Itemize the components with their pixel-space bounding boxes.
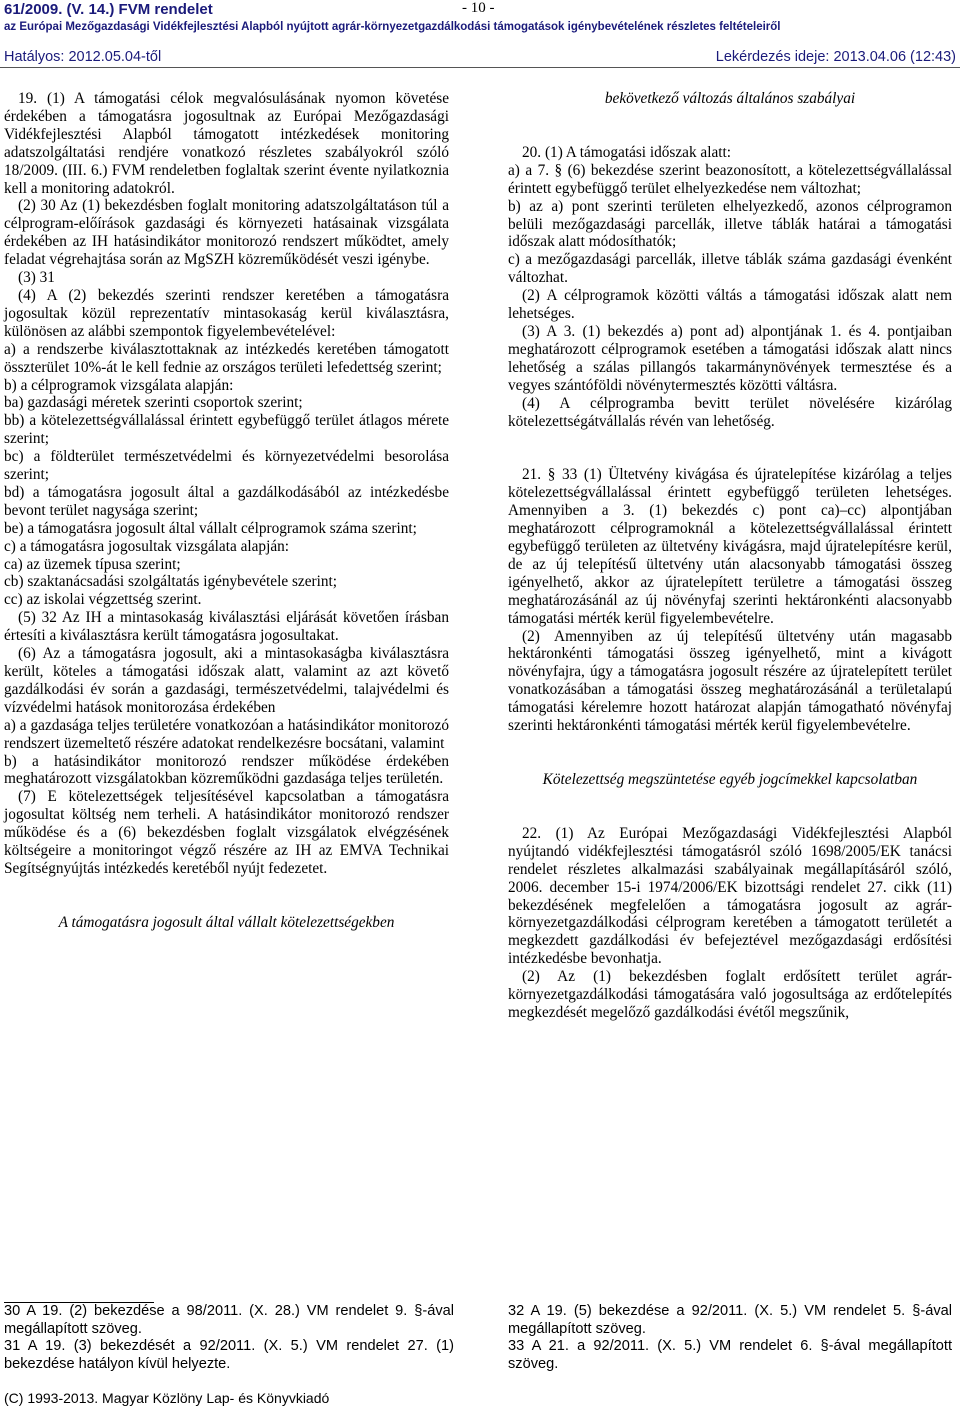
header-rule [0, 67, 960, 68]
footnote: 32 A 19. (5) bekezdése a 92/2011. (X. 5.) VM rendelet 5. §-ával megállapított szöveg. [508, 1303, 952, 1337]
list-item: a) a rendszerbe kiválasztottaknak az intézkedés keretében támogatott összterület 10%-át le kell fednie az országos területi lefedettség szerint; [4, 340, 449, 376]
paragraph: (3) 31 [18, 269, 55, 287]
law-title: 61/2009. (V. 14.) FVM rendelet [4, 1, 213, 18]
list-item: b) az a) pont szerinti területen elhelyezkedő, azonos célprogramon belüli mezőgazdasági parcellák, illetve táblák határai a támogatási időszak alatt módosíthatók; [508, 197, 952, 251]
list-item: ba) gazdasági méretek szerinti csoportok szerint; [4, 394, 303, 412]
page-header-dates [0, 37, 960, 67]
paragraph: 21. § 33 (1) Ültetvény kivágása és újratelepítése kizárólag a teljes kötelezettségvállalással érintett egybefüggő területen lehetséges. Amennyiben a 3. (1) bekezdés c) pont ca)–cc) alpontjában meghatározott célprogramoknál a kötelezettségvállalással érintett egybefüggő területen az ültetvény kivágásra, majd újratelepítésre kerül, de az új telepítésű ültetvény után alacsonyabb támogatási összeg igényelhető, akkor az újratelepített területre a támogatási összeg meghatározásánál az új növényfaj szerinti hektáronkénti alacsonyabb támogatási mérték kerül figyelembevételre. [508, 466, 952, 627]
paragraph: (4) A célprogramba bevitt terület növelésére kizárólag kötelezettségátvállalás révén van lehetőség. [508, 394, 952, 430]
page-header-top [0, 0, 960, 20]
paragraph: (6) Az a támogatásra jogosult, aki a mintasokaságba kiválasztásra került, köteles a támogatási időszak alatt, valamint az azt követő gazdálkodási év során a gazdasági, természetvédelmi, talajvédelmi és vízvédelmi hatások monitorozása érdekében [4, 645, 449, 716]
list-item: bb) a kötelezettségvállalással érintett egybefüggő terület átlagos mérete szerint; [4, 412, 449, 448]
list-item: b) a hatásindikátor monitorozó rendszer működése érdekében meghatározott vizsgálatokban közreműködni gazdasága teljes területén. [4, 752, 449, 788]
footnotes-right [508, 1303, 952, 1373]
list-item: ca) az üzemek típusa szerint; [4, 555, 181, 573]
paragraph: (2) A célprogramok közötti váltás a támogatási időszak alatt nem lehetséges. [508, 287, 952, 323]
list-item: c) a mezőgazdasági parcellák, illetve táblák száma gazdasági évenként változhat. [508, 251, 952, 287]
footnote: 30 A 19. (2) bekezdése a 98/2011. (X. 28.) VM rendelet 9. §-ával megállapított szöveg. [4, 1303, 454, 1337]
query-date: Lekérdezés ideje: 2013.04.06 (12:43) [715, 49, 956, 65]
list-item: cc) az iskolai végzettség szerint. [4, 591, 202, 609]
paragraph: (4) A (2) bekezdés szerinti rendszer keretében a támogatásra jogosultak közül reprezentatív mintasokaság kerül kiválasztásra, különösen az alábbi szempontok figyelembevételével: [4, 286, 449, 340]
paragraph: (3) A 3. (1) bekezdés a) pont ad) alpontjának 1. és 4. pontjaiban meghatározott célprogramok esetében a támogatási időszak alatt nincs lehetőség a szálas pillangós takarmánynövények termesztése és a vegyes szántóföldi növénytermesztés közötti váltásra. [508, 322, 952, 394]
paragraph: 19. (1) A támogatási célok megvalósulásának nyomon követése érdekében a támogatásra jogosultnak az Európai Mezőgazdasági Vidékfejlesztési Alapból támogatott intézkedések monitoring adatszolgáltatási rendjére vonatkozó részletes szabályokról szóló 18/2009. (III. 6.) FVM rendeletben foglaltak szerint évente nyilatkoznia kell a monitoring adatokról. [4, 90, 449, 197]
left-column [4, 90, 449, 932]
paragraph: (2) Amennyiben az új telepítésű ültetvény után magasabb hektáronkénti támogatási összeg igényelhető, mint a kivágott növényfajra, úgy a támogatásra jogosult részére az újratelepített terület vonatkozásában a támogatási összeg meghatározásánál a területalapú támogatási kérelemre hozott határozat alapján támogatható növényfaj szerinti hektáronkénti támogatási mérték kerül figyelembevételre. [508, 627, 952, 735]
footnotes-left [4, 1303, 454, 1373]
law-subtitle: az Európai Mezőgazdasági Vidékfejlesztési Alapból nyújtott agrár-környezetgazdálkodási támogatások igénybevételének részletes feltételeiről [4, 21, 781, 33]
paragraph: (5) 32 Az IH a mintasokaság kiválasztási eljárását követően írásban értesíti a kiválasztásra került támogatásra jogosultakat. [4, 609, 449, 645]
list-item: b) a célprogramok vizsgálata alapján: [4, 376, 234, 394]
list-item: bc) a földterület természetvédelmi és környezetvédelmi besorolása szerint; [4, 448, 449, 484]
list-item: c) a támogatásra jogosultak vizsgálata alapján: [4, 537, 290, 555]
paragraph: 22. (1) Az Európai Mezőgazdasági Vidékfejlesztési Alapból nyújtandó vidékfejlesztési támogatásról szóló 1698/2005/EK tanácsi rendelet részletes alkalmazási szabályainak megállapításáról szóló, 2006. december 15-i 1974/2006/EK bizottsági rendelet 27. cikk (11) bekezdésének megfelelően a támogatásra jogosult az agrár-környezetgazdálkodási célprogram keretében a támogatott területét a megkezdett gazdálkodási év befejeztével mezőgazdasági erdősítési intézkedésbe bevonhatja. [508, 824, 952, 968]
right-column [508, 90, 952, 1022]
list-item: be) a támogatásra jogosult által vállalt célprogramok száma szerint; [4, 519, 417, 537]
paragraph: (7) E kötelezettségek teljesítésével kapcsolatban a támogatásra jogosultat költség nem terheli. A hatásindikátor monitorozó rendszer működése és a (6) bekezdésben foglalt vizsgálatok elvégzésének költségeire a monitoringot végző részére az IH az EMVA Technikai Segítségnyújtás intézkedés keretéből nyújt fedezetet. [4, 788, 449, 877]
section-heading: A támogatásra jogosult által vállalt kötelezettségekben [58, 913, 395, 931]
footnote: 31 A 19. (3) bekezdését a 92/2011. (X. 5.) VM rendelet 27. (1) bekezdése hatályon kívül helyezte. [4, 1338, 454, 1372]
section-heading: bekövetkező változás általános szabályai [604, 90, 856, 107]
page-number: - 10 - [462, 0, 495, 16]
paragraph: (2) Az (1) bekezdésben foglalt erdősített terület agrár-környezetgazdálkodási támogatására való jogosultsága az erdőtelepítés megkezdését megelőző gazdálkodási évétől megszűnik, [508, 968, 952, 1021]
paragraph: (2) 30 Az (1) bekezdésben foglalt monitoring adatszolgáltatáson túl a célprogram-előírások gazdasági és környezeti hatásainak vizsgálata érdekében az IH hatásindikátor monitorozó rendszert működtet, amely feladat végrehajtása során az MgSZH közreműködését veszi igénybe. [4, 197, 449, 269]
list-item: a) a 7. § (6) bekezdése szerint beazonosított, a kötelezettségvállalással érintett egybefüggő terület elhelyezkedése nem változhat; [508, 161, 952, 197]
list-item: cb) szaktanácsadási szolgáltatás igénybevétele szerint; [4, 573, 337, 591]
effective-date: Hatályos: 2012.05.04-től [4, 49, 162, 65]
list-item: bd) a támogatásra jogosult által a gazdálkodásából az intézkedésbe bevont terület nagysága szerint; [4, 483, 449, 519]
paragraph: 20. (1) A támogatási időszak alatt: [522, 143, 732, 161]
footer-copyright: (C) 1993-2013. Magyar Közlöny Lap- és Könyvkiadó [4, 1390, 330, 1406]
section-heading: Kötelezettség megszüntetése egyéb jogcímekkel kapcsolatban [542, 771, 918, 788]
footnote: 33 A 21. a 92/2011. (X. 5.) VM rendelet 6. §-ával megállapított szöveg. [508, 1338, 952, 1372]
list-item: a) a gazdasága teljes területére vonatkozóan a hatásindikátor monitorozó rendszert üzemeltető részére adatokat rendelkezésre bocsátani, valamint [4, 716, 449, 752]
